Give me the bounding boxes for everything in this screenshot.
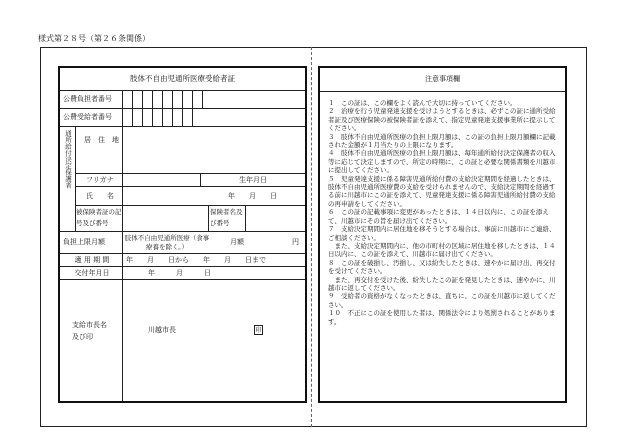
notes-title: 注意事項欄 xyxy=(320,68,565,92)
birth-date-value: 年 月 日 xyxy=(228,192,277,200)
valid-period-value: 年 月 日から 年 月 日まで xyxy=(126,256,266,264)
insurer-name-label: 保険者名及び番号 xyxy=(210,208,243,227)
name-label: 氏 名 xyxy=(86,192,114,200)
birth-date-label: 生年月日 xyxy=(239,176,267,184)
note-item: ９ 受給者の資格がなくなったときは、直ちに、この証を川越市に返してください。 xyxy=(328,292,556,309)
payer-number-boxes xyxy=(122,90,202,108)
furigana-label: フリガナ xyxy=(86,176,114,184)
note-item: また、再交付を受けた後、紛失したこの証を発見したときは、速やかに、川越市に返してください。 xyxy=(328,275,556,292)
issue-date-value: 年 月 日 xyxy=(148,269,211,277)
note-item: １０ 不正にこの証を使用した者は、関係法令により処罰されることがあります。 xyxy=(328,309,556,326)
note-item: また、支給決定期間内に、他の市町村の区域に居住地を移したときは、１４日以内に、この証を添えて、川越市に届け出てください。 xyxy=(328,241,556,259)
notes-card xyxy=(318,66,567,403)
guardian-section-label: 通所給付決定保護者 xyxy=(64,130,72,189)
note-item: ８ この証を破損し、汚損し、又は紛失したときは、速やかに届け出、再交付を受けてください。 xyxy=(328,258,556,276)
note-item: ３ 肢体不自由児通所医療の負担上限月額は、この証の負担上限月額欄に記載された金額が１月当たりの上限になります。 xyxy=(328,132,556,150)
note-item: １ この証は、この欄をよく読んで大切に持っていてください。 xyxy=(328,99,517,107)
fold-line xyxy=(311,47,312,427)
payer-number-label: 公費負担者番号 xyxy=(63,95,112,103)
recipient-number-boxes xyxy=(122,108,192,126)
address-label: 居 住 地 xyxy=(84,136,119,144)
monthly-limit-label: 負担上限月額 xyxy=(63,238,105,246)
valid-period-label: 適 用 期 間 xyxy=(74,256,110,264)
note-item: ７ 支給決定期間内に居住地を移そうとする場合は、事前に川越市にご連絡、ご相談ください。 xyxy=(328,225,556,242)
note-item: ５ 児童発達支援に係る障害児通所給付費の支給決定期間を経過したときは、肢体不自由児通所医療費の支給を受けられませんので、支給決定期間を経過する前に川越市にこの証を添えて、児童発達支援に係る障害児通所給付費の支給の再申請をしてください。 xyxy=(328,174,556,208)
yen-unit: 円 xyxy=(292,238,299,246)
monthly-limit-description: 肢体不自由児通所医療（食事療養を除く。） xyxy=(124,234,210,251)
notes-list xyxy=(328,99,557,326)
monthly-amount-label: 月額 xyxy=(230,238,244,246)
note-item: ４ 肢体不自由児通所医療の負担上限月額は、毎年通所給付決定保護者の収入等に応じて決定しますので、所定の時期に、この証と必要な関係書類を川越市に提出してください。 xyxy=(328,149,556,175)
issue-date-label: 交付年月日 xyxy=(74,269,110,277)
insured-card-number-label: 被保険者証の記号及び番号 xyxy=(76,208,122,227)
card-title: 肢体不自由児通所医療受給者証 xyxy=(130,74,235,83)
note-item: ６ この証の記載事項に変更があったときは、１４日以内に、この証を添えて、川越市にその旨を届け出てください。 xyxy=(328,208,549,225)
issuing-mayor-label: 支給市長名及び印 xyxy=(72,321,107,341)
official-seal-box: 印 xyxy=(255,327,262,334)
issuing-mayor-value: 川越市長 xyxy=(148,326,176,334)
recipient-certificate-card xyxy=(58,66,307,403)
recipient-number-label: 公費受給者番号 xyxy=(63,113,112,121)
note-item: ２ 治療を行う児童発達支援を受けようとするときは、必ずこの証に通所受給者証及び医療保険の被保険者証を添えて、指定児童発達支援事業所に提示してください。 xyxy=(328,107,556,133)
form-number-title: 様式第２８号（第２６条関係） xyxy=(38,34,150,43)
